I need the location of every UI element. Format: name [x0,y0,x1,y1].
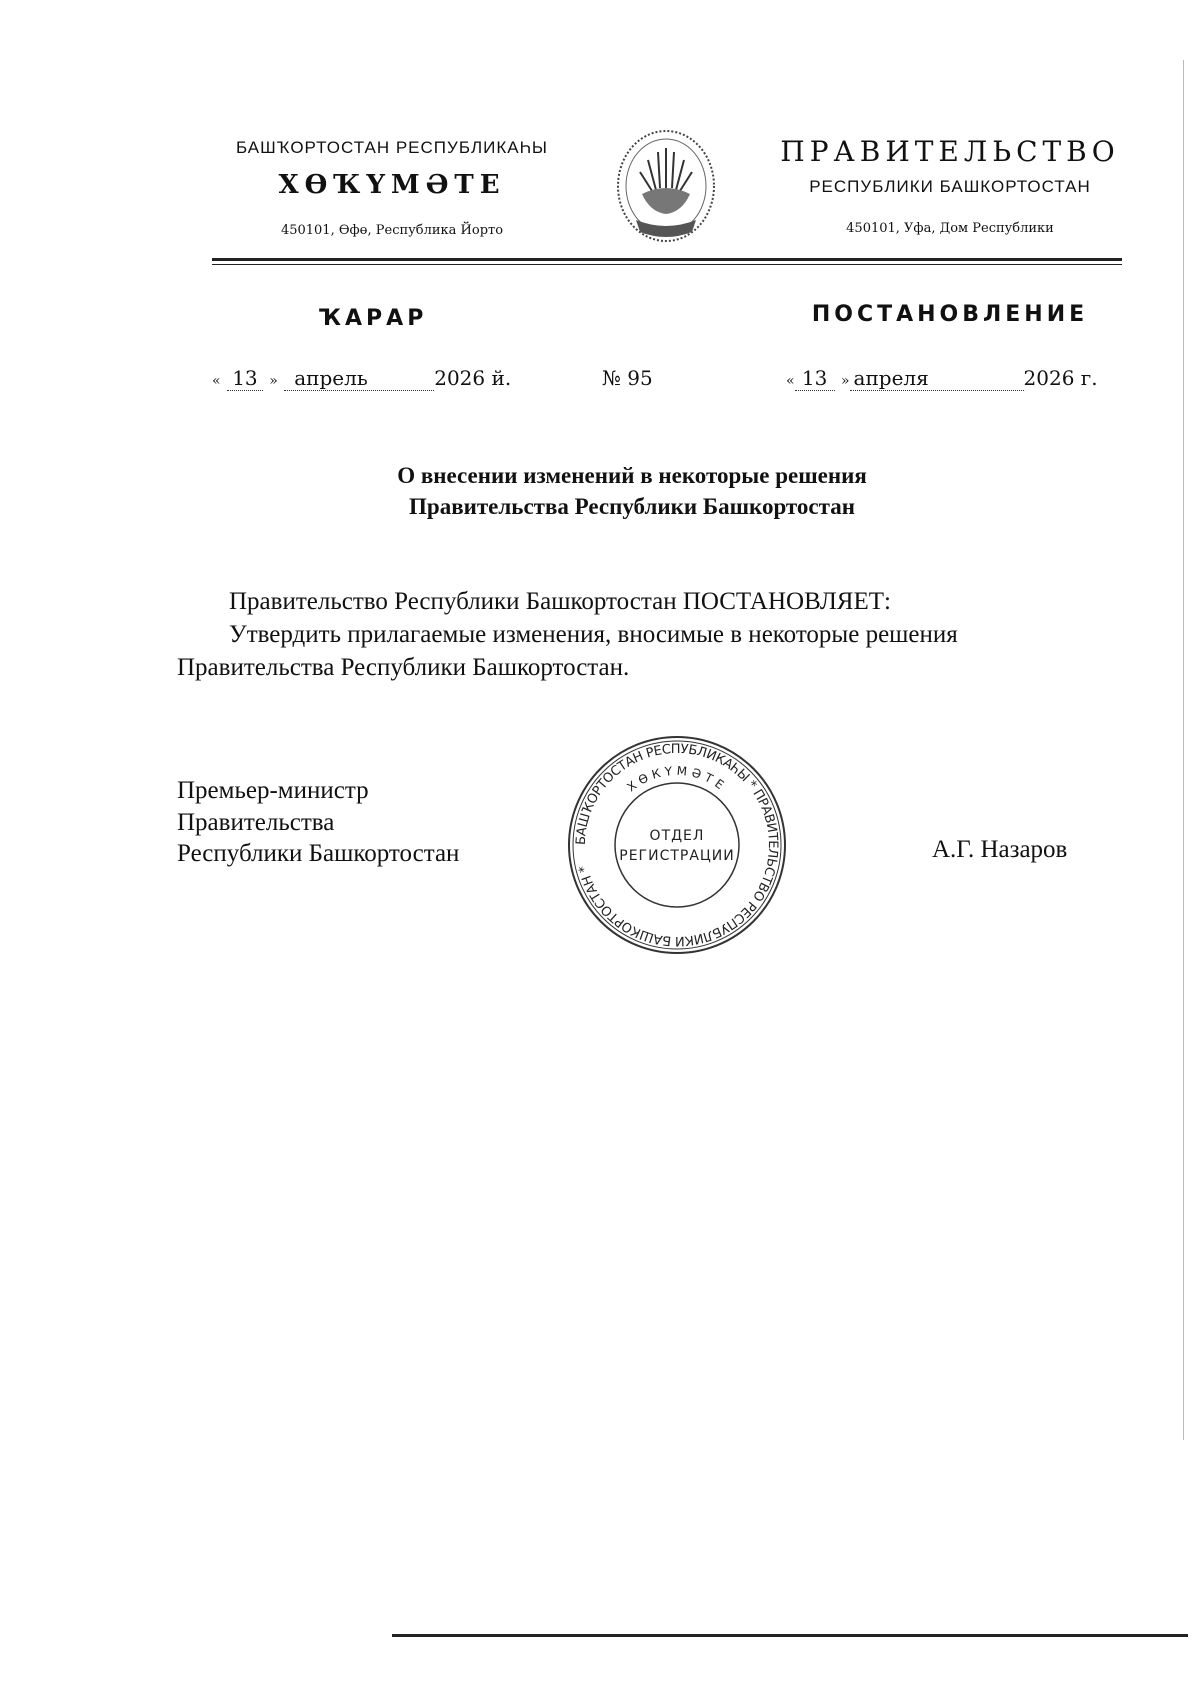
svg-text:БАШҠОРТОСТАН РЕСПУБЛИКАҺЫ * ПР: БАШҠОРТОСТАН РЕСПУБЛИКАҺЫ * ПРАВИТЕЛЬСТВО РЕСПУБЛИКИ БАШКОРТОСТАН * [573,741,781,949]
date-right: « 13 » апреля 2026 г. [786,366,1098,390]
signatory-name: А.Г. Назаров [932,836,1068,863]
signature-position-line3: Республики Башкортостан [177,840,460,867]
header-left-line1: БАШҠОРТОСТАН РЕСПУБЛИКАҺЫ [236,138,548,157]
signature-position-line2: Правительства [177,809,335,836]
document-title-line2: Правительства Республики Башкортостан [409,494,855,519]
date-right-year: 2026 г. [1023,366,1098,390]
header-left-address: 450101, Өфө, Республика Йорто [280,223,504,238]
page-bottom-line [392,1634,1188,1637]
doc-type-right: ПОСТАНОВЛЕНИЕ [811,302,1089,327]
coat-of-arms-emblem [612,128,720,254]
header-right-line2: РЕСПУБЛИКИ БАШКОРТОСТАН [809,177,1091,196]
body-line3: Правительства Республики Башкортостан. [177,654,630,681]
signature-position-line1: Премьер-министр [177,777,369,804]
document-title-line1: О внесении изменений в некоторые решения [397,463,867,488]
header-right-address: 450101, Уфа, Дом Республики [846,221,1054,236]
date-left-day: 13 [227,366,263,391]
header-divider-thick [212,258,1122,261]
svg-text:ХӨКҮМӘТЕ: ХӨКҮМӘТЕ [624,763,730,795]
header-divider-thin [212,264,1122,265]
date-left-month: апрель [284,366,434,391]
svg-text:ОТДЕЛ: ОТДЕЛ [649,828,705,844]
doc-type-left: ҠАРАР [318,306,428,331]
document-number: № 95 [602,366,653,390]
body-line1: Правительство Республики Башкортостан ПОСТАНОВЛЯЕТ: [229,588,891,615]
page-right-edge [1183,60,1184,1440]
registration-stamp [562,730,792,964]
date-right-day: 13 [795,366,835,391]
body-line2: Утвердить прилагаемые изменения, вносимые в некоторые решения [229,621,958,648]
date-left-year: 2026 й. [434,366,512,390]
header-right-line1: ПРАВИТЕЛЬСТВО [780,135,1120,168]
svg-text:РЕГИСТРАЦИИ: РЕГИСТРАЦИИ [619,848,735,864]
date-right-month: апреля [850,366,1024,391]
date-left: « 13 » апрель 2026 й. [212,366,512,390]
header-left-line2: ХӨҠҮМӘТЕ [278,170,506,200]
